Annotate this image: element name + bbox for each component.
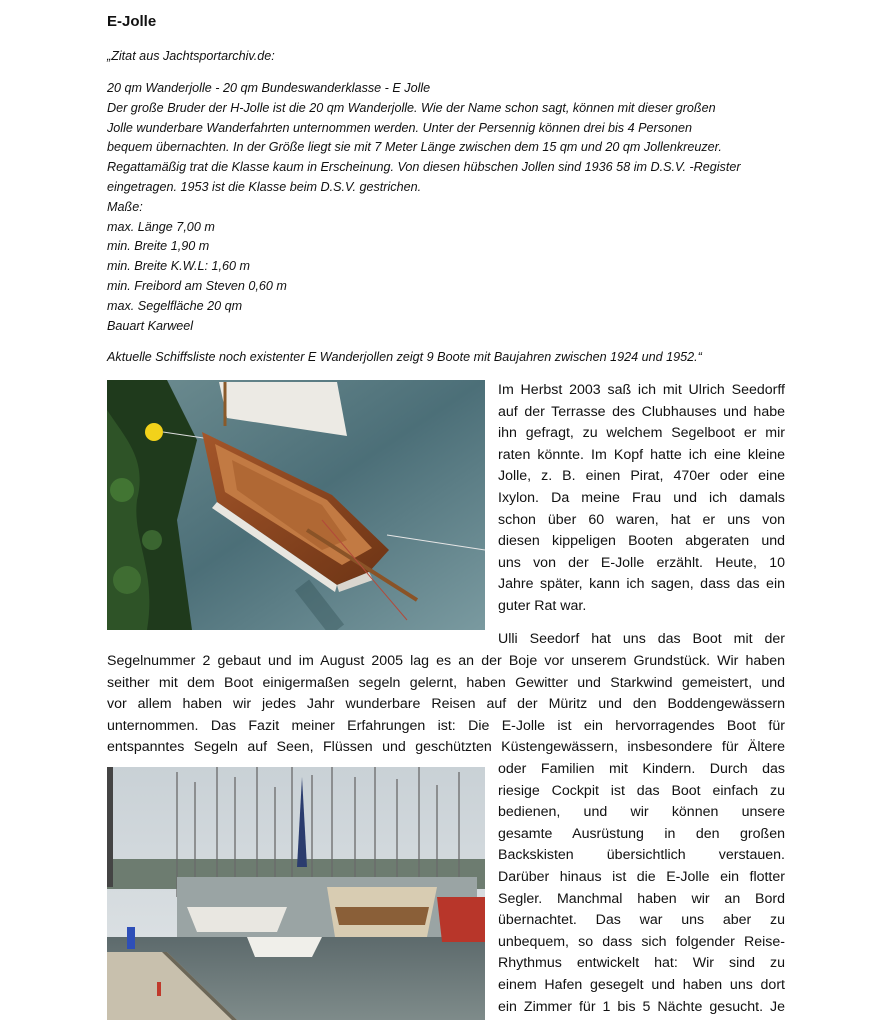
quote-line: Jolle wunderbare Wanderfahrten unternommen werden. Unter der Persennig können drei bis 4 Personen [107,120,693,135]
quote-intro [107,47,797,67]
quote-line: Regattamäßig trat die Klasse kaum in Erscheinung. Von diesen hübschen Jollen sind 1936 58 im D.S.V. -Register [107,160,741,175]
quote-line: Maße: [107,199,143,214]
text-line: Ulli Seedorf hat uns das Boot mit der [498,631,785,647]
text-line: diesen kippeligen Booten abgeraten und [498,533,785,550]
text-line: Ixylon. Da meine Frau und ich damals [498,489,785,506]
text-line: auf der Terrasse des Clubhauses und habe [498,403,785,420]
text-line: Jolle, z. B. einen Pirat, 470er oder eine [498,468,785,485]
text-line: bedienen, und wir können unsere [498,804,785,821]
text-line: uns von der E-Jolle erzählt. Heute, 10 [498,554,785,571]
text-line: gesamte Ausrüstung in den großen [498,825,785,842]
paragraph-two-start [498,629,785,651]
harbor-photo [107,767,485,1020]
text-line: Im Herbst 2003 saß ich mit Ulrich Seedorff [498,382,785,398]
text-line: Segelnummer 2 gebaut und im August 2005 lag es an der Boje vor unserem Grundstück. Wir haben [107,653,785,669]
text-line: Segler. Manchmal haben wir an Bord [498,890,785,907]
text-line: ein Zimmer für 1 bis 5 Nächte gesucht. Je [498,998,785,1015]
experience-text [498,759,785,1018]
text-line: übernachtet. Das war uns aber zu [498,912,785,929]
text-line: schon über 60 waren, hat er uns von [498,511,785,528]
text-line: unbequem, so dass sich folgender Reise- [498,933,785,950]
text-line: einem Hafen gesegelt und haben uns dort [498,976,785,993]
quote-paragraph [107,79,797,336]
quote-line: max. Segelfläche 20 qm [107,298,243,313]
text-line: ihn gefragt, zu welchem Segelboot er mir [498,425,785,442]
quote-line: eingetragen. 1953 ist die Klasse beim D.S.V. gestrichen. [107,179,422,194]
quote-line: min. Breite 1,90 m [107,239,210,254]
quote-line: min. Breite K.W.L: 1,60 m [107,259,251,274]
quote-line: Der große Bruder der H-Jolle ist die 20 qm Wanderjolle. Wie der Name schon sagt, können mit dieser großen [107,100,716,115]
text-line: seither mit dem Boot einigermaßen segeln gelernt, haben Gewitter und Starkwind gemeistert, und [107,674,785,691]
quote-line: min. Freibord am Steven 0,60 m [107,278,287,293]
text-line: guter Rat war. [498,597,587,614]
intro-story [498,380,785,618]
quote-line: 20 qm Wanderjolle - 20 qm Bundeswanderklasse - E Jolle [107,81,431,95]
text-line: Rhythmus entwickelt hat: Wir sind zu [498,955,785,972]
page-title: E-Jolle [107,13,157,30]
text-line: entspanntes Segeln auf Seen, Flüssen und geschützten Küstengewässern, insbesondere für Ältere [107,739,785,756]
text-line: Jahre später, kann ich sagen, dass das ein [498,576,785,593]
text-line: oder Familien mit Kindern. Durch das [498,761,785,777]
text-line: Darüber hinaus ist die E-Jolle ein flotter [498,868,785,885]
boat-photo [107,380,485,630]
quote-intro-text: „Zitat aus Jachtsportarchiv.de: [107,49,275,63]
text-line: raten könnte. Im Kopf hatte ich eine kleine [498,446,785,463]
quote-closing [107,348,797,368]
quote-closing-text: Aktuelle Schiffsliste noch existenter E Wanderjollen zeigt 9 Boote mit Baujahren zwischen 1924 und 1952.“ [107,350,702,364]
text-line: riesige Cockpit ist das Boot einfach zu [498,782,785,799]
text-line: unternommen. Das Fazit meiner Erfahrungen ist: Die E-Jolle ist ein hervorragendes Boot für [107,717,785,734]
quote-line: Bauart Karweel [107,318,194,333]
paragraph-two [107,651,785,759]
quote-line: bequem übernachten. In der Größe liegt sie mit 7 Meter Länge zwischen dem 15 qm und 20 qm Jollenkreuzer. [107,140,722,155]
text-line: vor allem haben wir jedes Jahr wunderbare Reisen auf der Müritz und den Boddengewässern [107,696,785,713]
text-line: Backskisten übersichtlich verstauen. [498,847,785,864]
quote-line: max. Länge 7,00 m [107,219,215,234]
